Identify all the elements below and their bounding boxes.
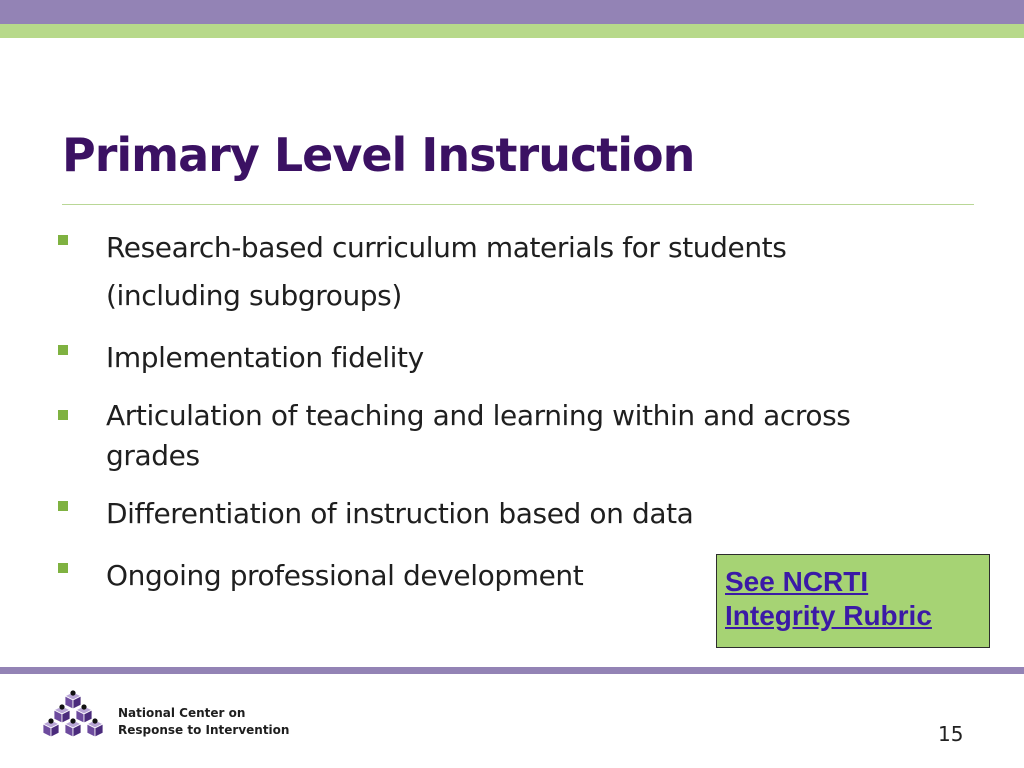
ncrti-rubric-link[interactable] (725, 565, 981, 633)
footer-divider (0, 667, 1024, 674)
organization-name (118, 705, 289, 739)
bullet-item (56, 490, 916, 538)
stacked-cubes-logo-icon (40, 690, 106, 752)
bullet-text: Research-based curriculum materials for students (including subgroups) (106, 231, 787, 312)
title-divider (62, 204, 974, 205)
top-green-band (0, 24, 1024, 38)
slide-title: Primary Level Instruction (62, 128, 695, 182)
bullet-square-icon (58, 563, 68, 573)
bullet-item (56, 396, 916, 476)
bullet-text: Differentiation of instruction based on data (106, 497, 694, 530)
bullet-text: Articulation of teaching and learning within and across grades (106, 399, 851, 472)
org-name-line-1: National Center on (118, 706, 246, 720)
bullet-square-icon (58, 501, 68, 511)
bullet-square-icon (58, 235, 68, 245)
top-purple-band (0, 0, 1024, 24)
ncrti-rubric-callout (716, 554, 990, 648)
callout-line-2: Integrity Rubric (725, 600, 932, 631)
bullet-item (56, 334, 916, 382)
callout-line-1: See NCRTI (725, 566, 869, 597)
bullet-item (56, 224, 916, 320)
bullet-square-icon (58, 410, 68, 420)
bullet-square-icon (58, 345, 68, 355)
org-name-line-2: Response to Intervention (118, 723, 290, 737)
bullet-text: Implementation fidelity (106, 341, 424, 374)
bullet-text: Ongoing professional development (106, 559, 584, 592)
page-number: 15 (938, 722, 964, 746)
